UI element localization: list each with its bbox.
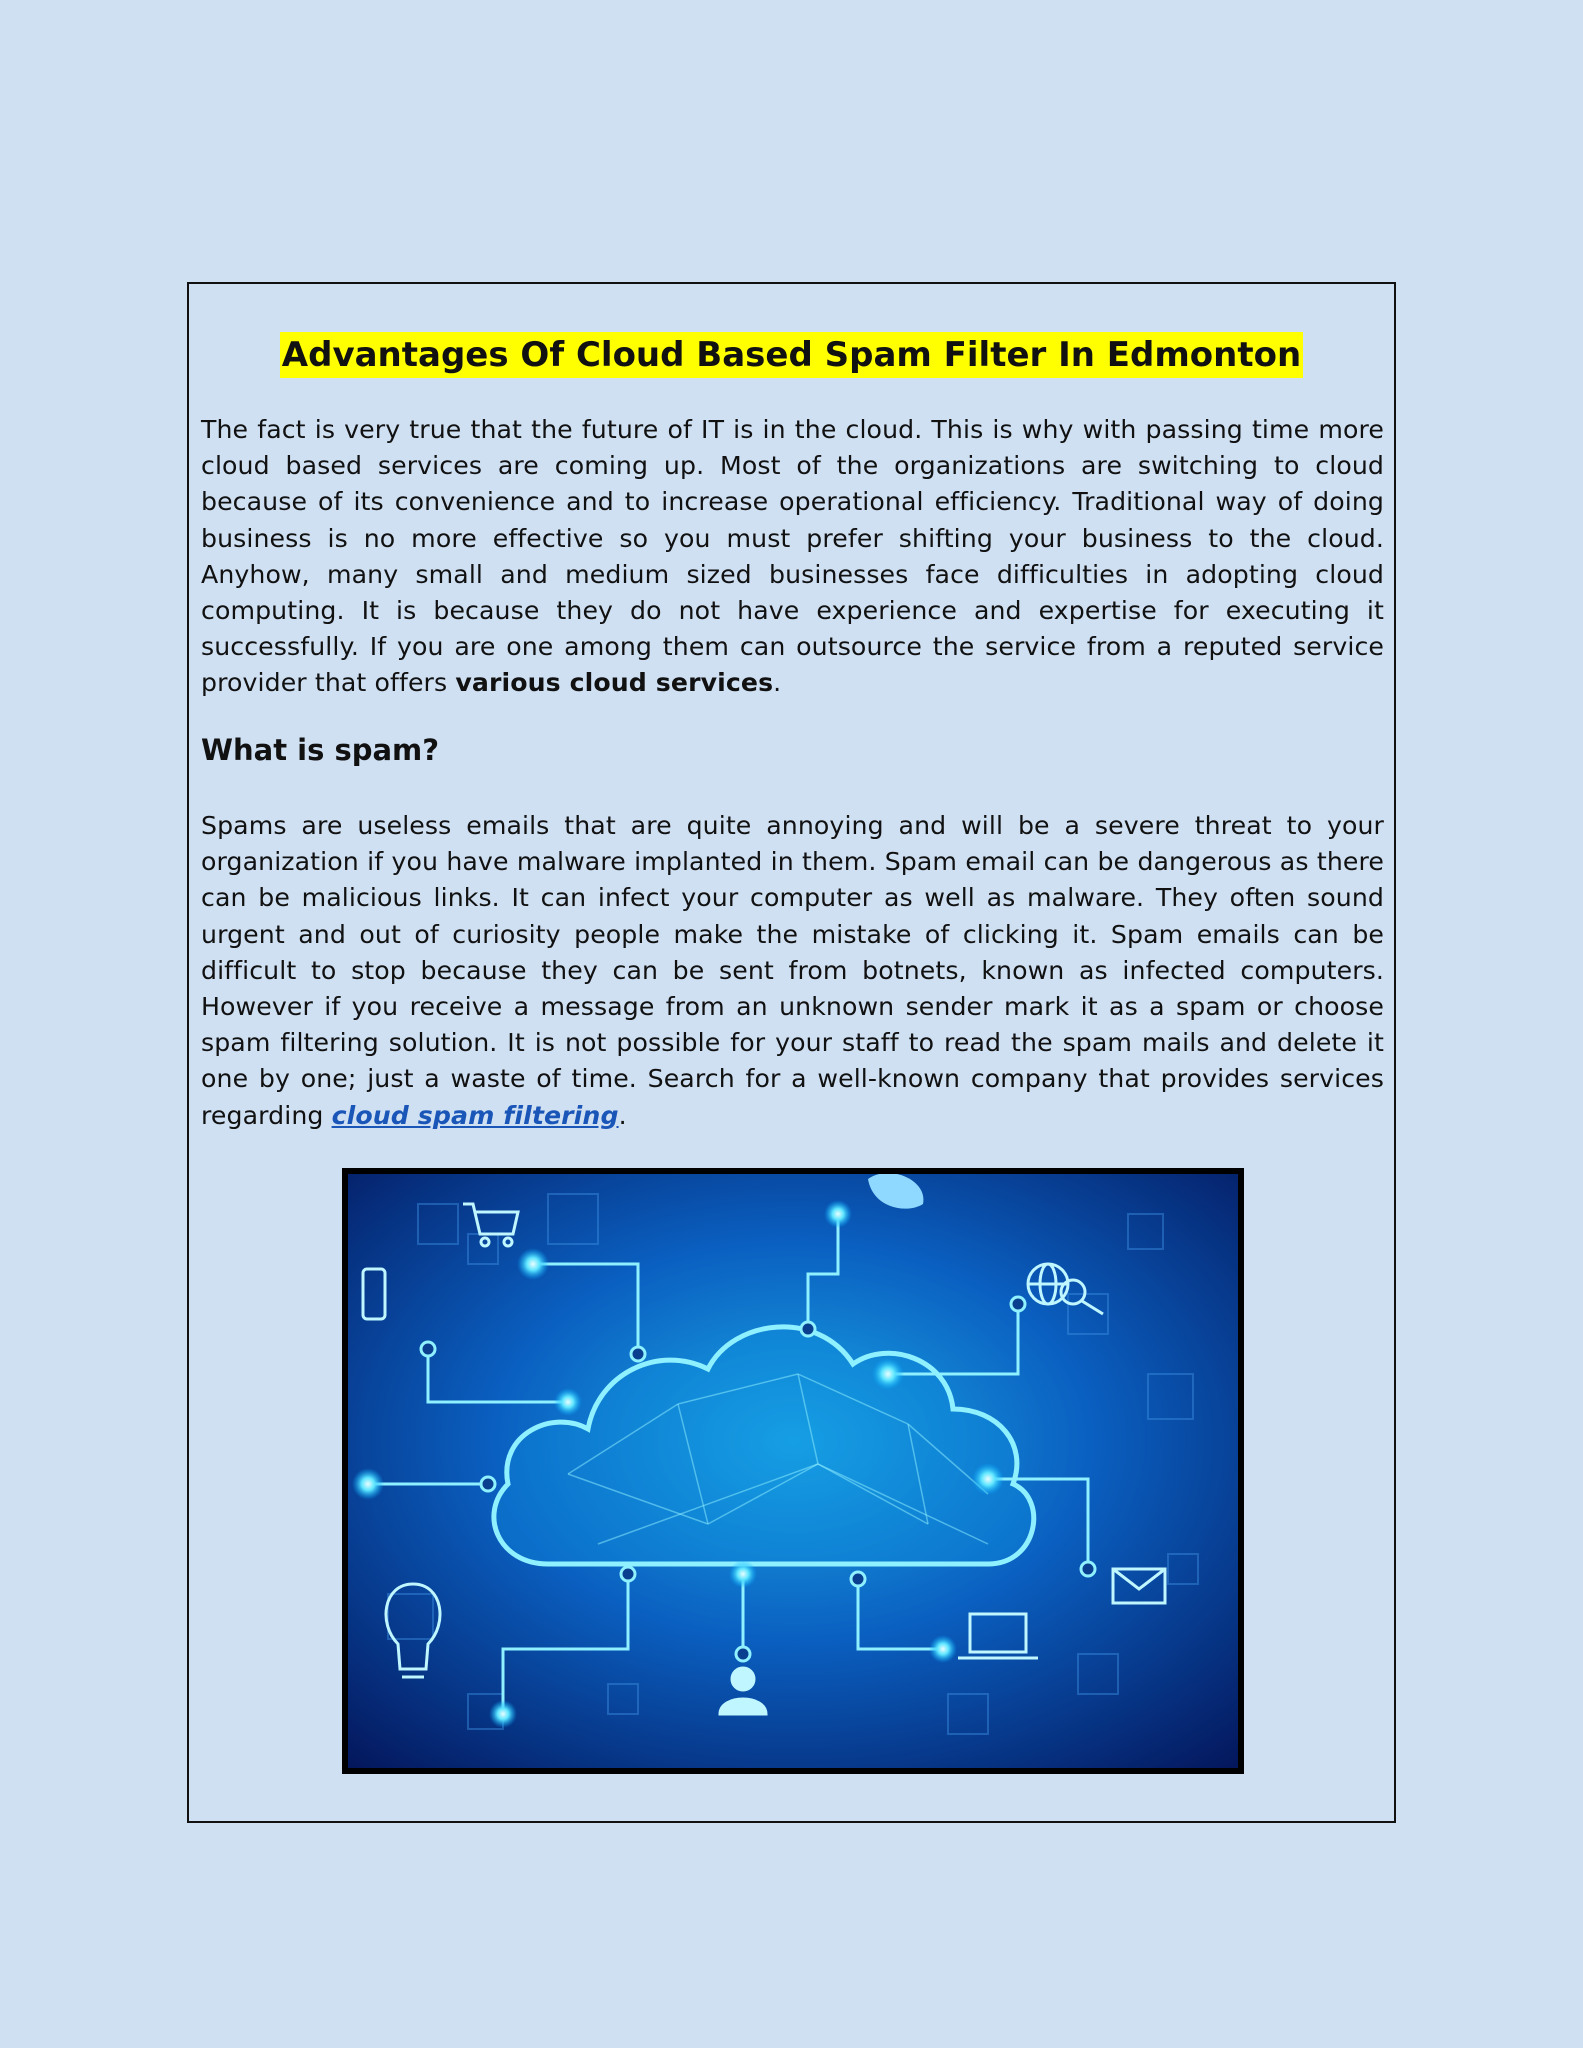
cloud-network-graphic bbox=[348, 1174, 1238, 1768]
content-frame bbox=[187, 282, 1396, 1823]
spam-end: . bbox=[618, 1100, 627, 1130]
title-wrapper bbox=[189, 332, 1394, 378]
cloud-network-illustration bbox=[342, 1168, 1244, 1774]
section-heading: What is spam? bbox=[201, 733, 440, 767]
cloud-spam-filtering-link[interactable]: cloud spam filtering bbox=[331, 1100, 619, 1130]
spam-paragraph bbox=[201, 808, 1384, 1134]
intro-text: The fact is very true that the future of IT is in the cloud. This is why with passing time more cloud based services are coming up. Most of the organizations are switching to cloud because of its convenience and to increase operational efficiency. Traditional way of doing business is no more effective so you must prefer shifting your business to the cloud. Anyhow, many small and medium sized businesses face difficulties in adopting cloud computing. It is because they do not have experience and expertise for executing it successfully. If you are one among them can outsource the service from a reputed service provider that offers bbox=[201, 415, 1384, 698]
spam-text: Spams are useless emails that are quite annoying and will be a severe threat to your organization if you have malware implanted in them. Spam email can be dangerous as there can be malicious links. It can infect your computer as well as malware. They often sound urgent and out of curiosity people make the mistake of clicking it. Spam emails can be difficult to stop because they can be sent from botnets, known as infected computers. However if you receive a message from an unknown sender mark it as a spam or choose spam filtering solution. It is not possible for your staff to read the spam mails and delete it one by one; just a waste of time. Search for a well-known company that provides services regarding bbox=[201, 811, 1384, 1130]
intro-paragraph bbox=[201, 412, 1384, 702]
intro-end: . bbox=[773, 668, 782, 698]
intro-bold-text: various cloud services bbox=[455, 668, 774, 698]
page-title: Advantages Of Cloud Based Spam Filter In Edmonton bbox=[280, 332, 1303, 378]
